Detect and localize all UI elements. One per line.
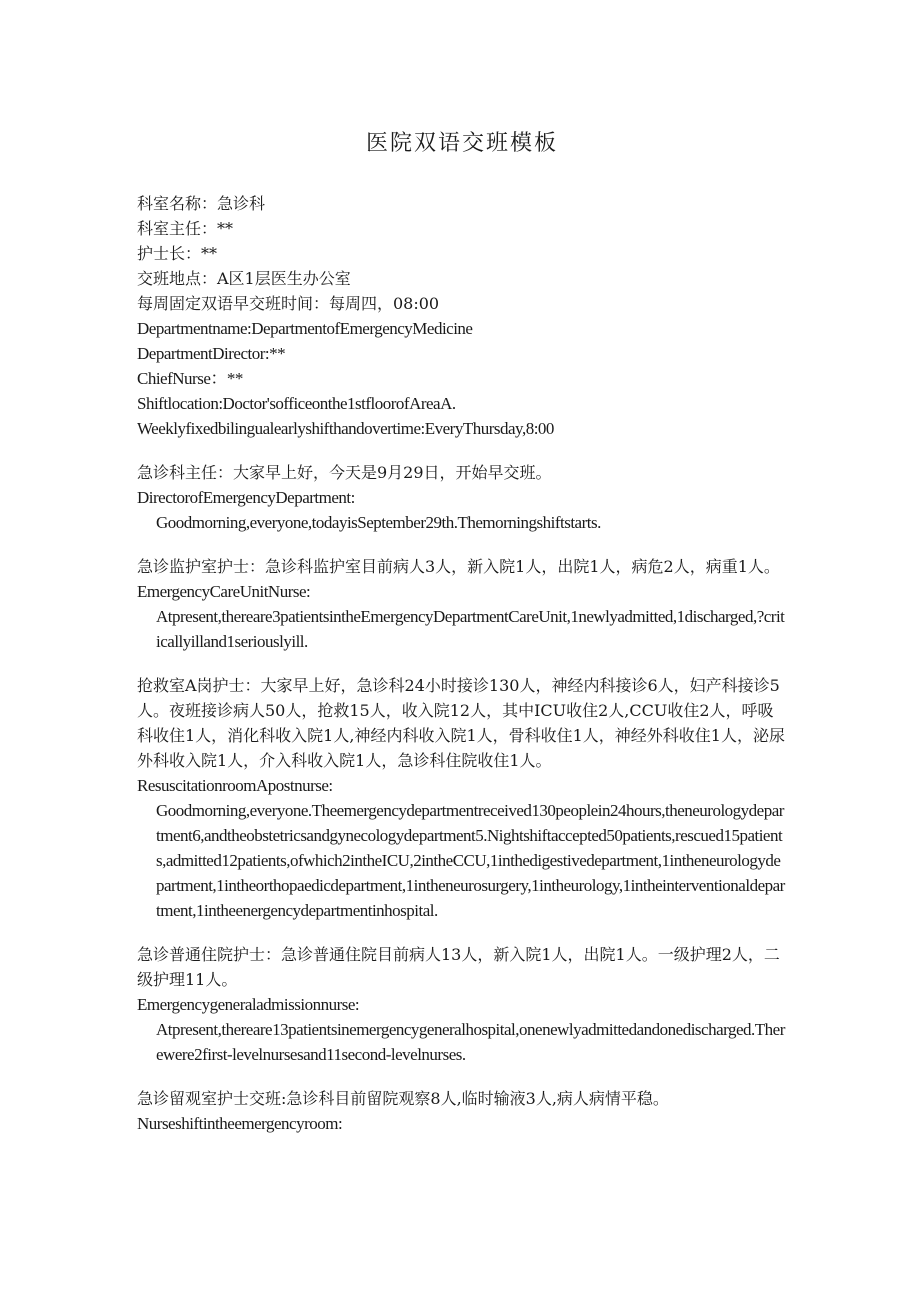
dept-name-cn: 科室名称：急诊科 xyxy=(137,194,266,213)
section-en-text: Atpresent,thereare3patientsintheEmergencyDepartmentCareUnit,1newlyadmitted,1discharged,?criticallyilland1seriouslyill. xyxy=(156,607,785,651)
location-cn: 交班地点：A区1层医生办公室 xyxy=(137,269,351,288)
section-en-speaker: EmergencyCareUnitNurse: xyxy=(137,582,311,601)
document-title: 医院双语交班模板 xyxy=(365,131,558,156)
dept-director-en: DepartmentDirector:** xyxy=(137,344,286,363)
section-en-text: Atpresent,thereare13patientsinemergencygeneralhospital,onenewlyadmittedandonedischarged.Therewere2first-levelnursesand11second-levelnurses. xyxy=(156,1020,785,1064)
section-en-speaker: DirectorofEmergencyDepartment: xyxy=(137,488,355,507)
handover-section-resuscitation xyxy=(137,673,787,923)
section-cn-text: 急诊科主任：大家早上好，今天是9月29日，开始早交班。 xyxy=(137,463,552,482)
section-gap xyxy=(137,535,787,554)
handover-section-director xyxy=(137,460,787,535)
section-gap xyxy=(137,1067,787,1086)
dept-name-en: Departmentname:DepartmentofEmergencyMedicine xyxy=(137,319,473,338)
section-en-speaker: Nurseshiftintheemergencyroom: xyxy=(137,1114,343,1133)
section-en-speaker: Emergencygeneraladmissionnurse: xyxy=(137,995,360,1014)
head-nurse-cn: 护士长：** xyxy=(137,244,218,263)
section-gap xyxy=(137,923,787,942)
section-gap xyxy=(137,441,787,460)
section-cn-text: 急诊普通住院护士：急诊普通住院目前病人13人，新入院1人，出院1人。一级护理2人，二级护理11人。 xyxy=(137,945,780,989)
section-cn-text: 急诊留观室护士交班:急诊科目前留院观察8人,临时输液3人,病人病情平稳。 xyxy=(137,1089,669,1108)
section-en-text: Goodmorning,everyone.Theemergencydepartmentreceived130peoplein24hours,theneurologydepartment6,andtheobstetricsandgynecologydepartment5.Nightshiftaccepted50patients,rescued15patients,admitted12patients,ofwhich2intheICU,2intheCCU,1inthedigestivedepartment,1intheneurologydepartment,1intheorthopaedicdepartment,1intheneurosurgery,1intheurology,1intheinterventionaldepartment,1intheenergencydepartmentinhospital. xyxy=(156,801,785,920)
dept-director-cn: 科室主任：** xyxy=(137,219,234,238)
time-en: Weeklyfixedbilingualearlyshifthandovertime:EveryThursday,8:00 xyxy=(137,419,554,438)
handover-section-observation-room xyxy=(137,1086,787,1136)
handover-section-general-admission xyxy=(137,942,787,1067)
time-cn: 每周固定双语早交班时间：每周四，08:00 xyxy=(137,294,440,313)
document-body xyxy=(137,191,787,1136)
handover-section-care-unit xyxy=(137,554,787,654)
section-en-speaker: ResuscitationroomApostnurse: xyxy=(137,776,333,795)
chief-nurse-en: ChiefNurse：** xyxy=(137,369,243,388)
department-info xyxy=(137,191,787,441)
section-gap xyxy=(137,654,787,673)
location-en: Shiftlocation:Doctor'sofficeonthe1stfloorofAreaA. xyxy=(137,394,456,413)
section-en-text: Goodmorning,everyone,todayisSeptember29th.Themorningshiftstarts. xyxy=(156,513,601,532)
section-cn-text: 抢救室A岗护士：大家早上好，急诊科24小时接诊130人，神经内科接诊6人，妇产科接诊5人。夜班接诊病人50人，抢救15人，收入院12人，其中ICU收住2人,CCU收住2人，呼吸科收住1人，消化科收入院1人,神经内科收入院1人，骨科收住1人，神经外科收住1人，泌尿外科收入院1人，介入科收入院1人，急诊科住院收住1人。 xyxy=(137,676,785,770)
section-cn-text: 急诊监护室护士：急诊科监护室目前病人3人，新入院1人，出院1人，病危2人，病重1人。 xyxy=(137,557,780,576)
